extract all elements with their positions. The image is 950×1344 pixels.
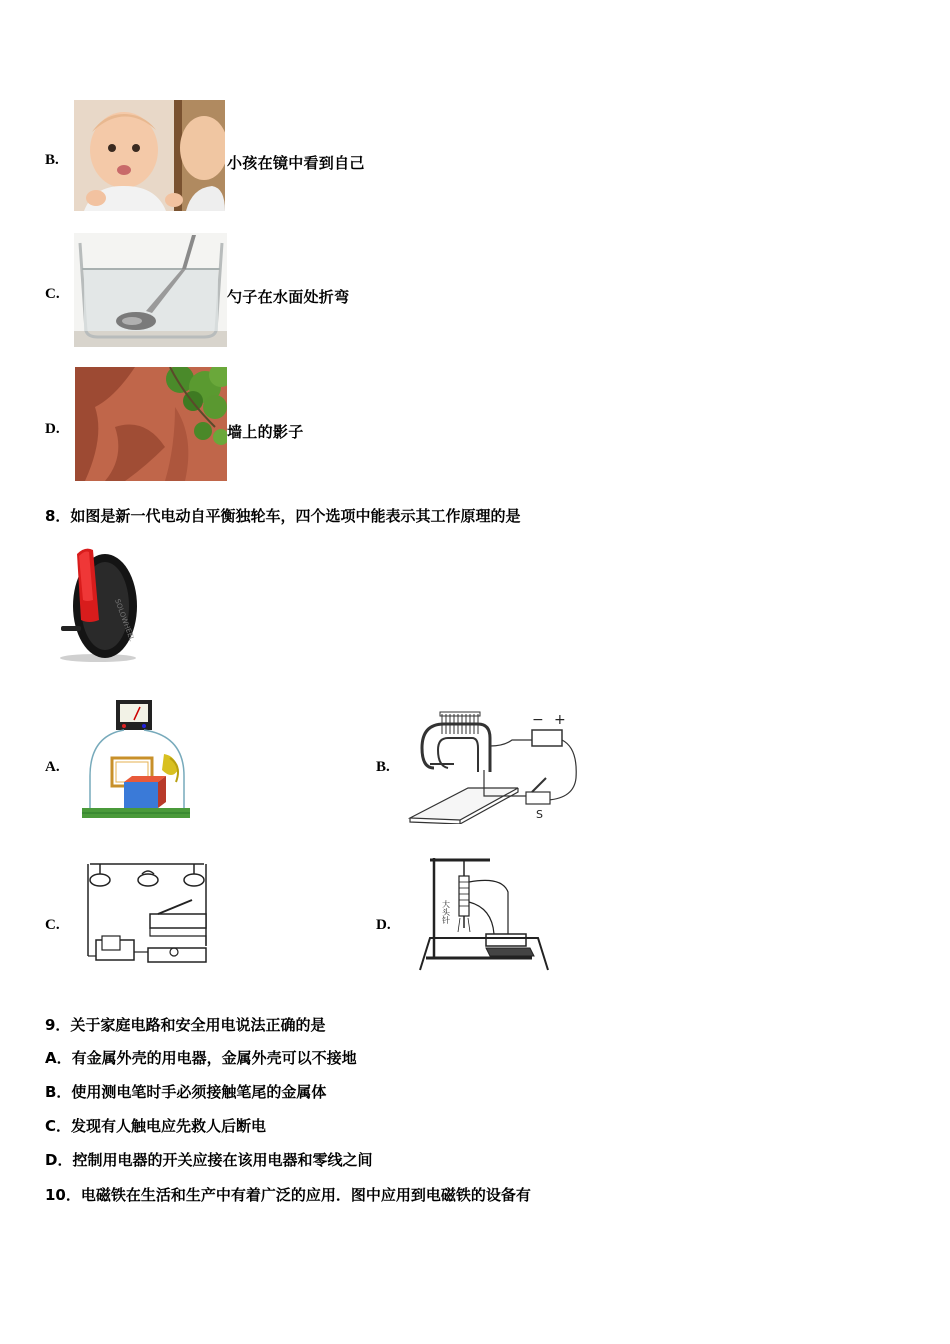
galvanometer-diagram bbox=[80, 696, 194, 822]
option-c-letter: C. bbox=[45, 286, 60, 302]
q8-option-d-letter: D. bbox=[376, 917, 391, 933]
svg-text:−: − bbox=[532, 712, 544, 728]
lamp-switch-circuit-diagram bbox=[82, 856, 214, 970]
q9-option-d: D．控制用电器的开关应接在该用电器和零线之间 bbox=[45, 1151, 373, 1169]
q8-option-a-letter: A. bbox=[45, 759, 60, 775]
question-10-stem: 10．电磁铁在生活和生产中有着广泛的应用．图中应用到电磁铁的设备有 bbox=[45, 1186, 531, 1204]
q8-option-b-letter: B. bbox=[376, 759, 390, 775]
svg-text:+: + bbox=[554, 712, 566, 728]
pins-label: 大头针 bbox=[441, 900, 451, 924]
q9-option-b: B．使用测电笔时手必须接触笔尾的金属体 bbox=[45, 1083, 327, 1101]
electromagnet-pins-diagram bbox=[412, 852, 552, 972]
option-d-text: 墙上的影子 bbox=[227, 423, 304, 441]
unicycle-photo bbox=[55, 540, 141, 662]
question-8-stem: 8．如图是新一代电动自平衡独轮车，四个选项中能表示其工作原理的是 bbox=[45, 507, 521, 525]
option-c-text: 勺子在水面处折弯 bbox=[227, 288, 350, 306]
q9-option-c: C．发现有人触电应先救人后断电 bbox=[45, 1117, 267, 1135]
svg-text:SOLOWHEEL: SOLOWHEEL bbox=[113, 597, 136, 643]
spoon-water-photo bbox=[74, 233, 227, 347]
option-b-letter: B. bbox=[45, 152, 59, 168]
option-b-text: 小孩在镜中看到自己 bbox=[227, 154, 365, 172]
electromagnet-circuit-diagram bbox=[408, 708, 580, 824]
question-9-stem: 9．关于家庭电路和安全用电说法正确的是 bbox=[45, 1016, 326, 1034]
svg-text:S: S bbox=[536, 808, 543, 821]
q9-option-a: A．有金属外壳的用电器，金属外壳可以不接地 bbox=[45, 1049, 357, 1067]
wall-shadow-photo bbox=[75, 367, 227, 481]
q8-option-c-letter: C. bbox=[45, 917, 60, 933]
option-d-letter: D. bbox=[45, 421, 60, 437]
baby-mirror-photo bbox=[74, 100, 225, 211]
